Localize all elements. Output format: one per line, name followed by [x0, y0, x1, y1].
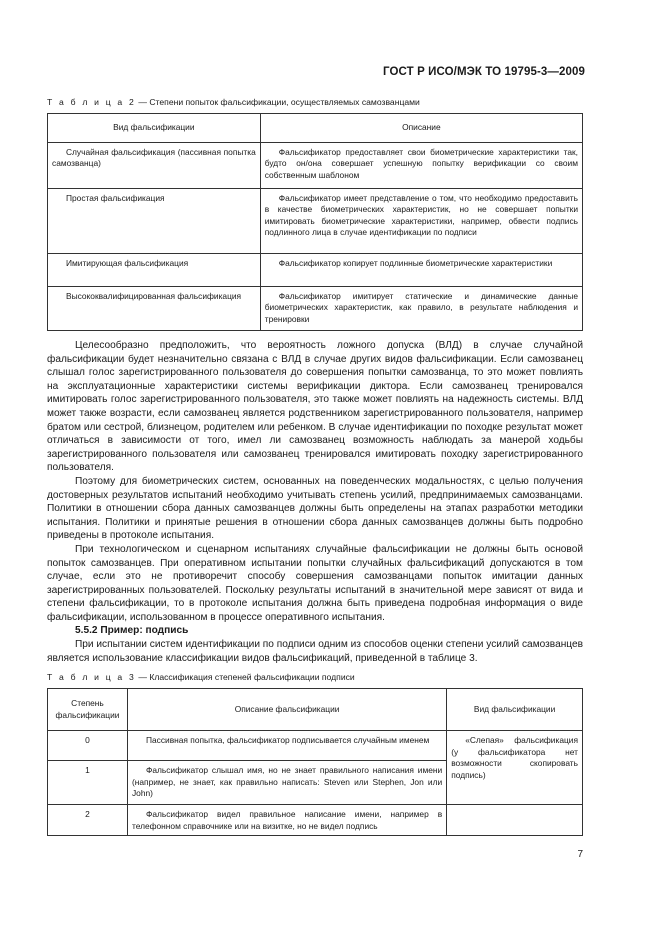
document-header: ГОСТ Р ИСО/МЭК ТО 19795-3—2009 — [383, 66, 585, 78]
page-number: 7 — [577, 849, 583, 860]
table3-cell-type-empty — [447, 805, 583, 836]
table2-cell-description: Фальсификатор предоставляет свои биометрические характеристики так, будто он/она совершает успешную попытку верификации со своим собственным шаблоном — [260, 142, 582, 188]
paragraph: При технологическом и сценарном испытаниях случайные фальсификации не должны быть основой попыток самозванцев. При оперативном испытании попытки случайных фальсификаций допускаются в том случае, если это не противоречит способу совершения самозванцами попыток имитации данных зарегистрированных пользователей. Поскольку результаты испытаний в значительной мере зависят от вида и степени фальсификации, то в протоколе испытания должна быть приведена подробная информация о виде фальсификации, использованном в процессе оперативного испытания. — [47, 543, 583, 623]
table3-header-description: Описание фальсификации — [127, 689, 446, 731]
table2-cell-type: Имитирующая фальсификация — [48, 253, 261, 286]
table2-header-type: Вид фальсификации — [48, 114, 261, 143]
table2-caption-label: Т а б л и ц а 2 — [47, 97, 136, 107]
table3-header-type: Вид фальсификации — [447, 689, 583, 731]
table3-caption-text: — Классификация степеней фальсификации подписи — [135, 672, 355, 682]
table3-cell-degree: 1 — [48, 761, 128, 805]
paragraph: Поэтому для биометрических систем, основанных на поведенческих модальностях, с целью получения достоверных результатов испытаний необходимо учитывать степень усилий, предпринимаемых самозванцами. Политики в отношении сбора данных самозванцев должны быть определены на этапах разработки методики испытания. Политики и принятые решения в отношении сбора данных самозванцев должны быть подробно приведены в протоколе испытания. — [47, 475, 583, 542]
table2-cell-description: Фальсификатор копирует подлинные биометрические характеристики — [260, 253, 582, 286]
table3-header-degree: Степень фальсификации — [48, 689, 128, 731]
table3-cell-degree: 0 — [48, 731, 128, 761]
table-row — [48, 188, 583, 253]
table3-cell-description: Фальсификатор слышал имя, но не знает правильного написания имени (например, не знает, как правильно написать: Steven или Stephen, Jon или John) — [127, 761, 446, 805]
table2-header-description: Описание — [260, 114, 582, 143]
table2-cell-type: Простая фальсификация — [48, 188, 261, 253]
table3-cell-type: «Слепая» фальсификация (у фальсификатора нет возможности скопировать подпись) — [447, 731, 583, 805]
section-heading: 5.5.2 Пример: подпись — [75, 625, 189, 637]
table2-caption — [47, 97, 420, 107]
table2-cell-description: Фальсификатор имитирует статические и динамические данные биометрических характеристик, как правило, в результате наблюдения и тренировки — [260, 286, 582, 330]
paragraph: При испытании систем идентификации по подписи одним из способов оценки степени усилий самозванцев является использование классификации видов фальсификаций, приведенной в таблице 3. — [47, 639, 583, 664]
table-row — [48, 142, 583, 188]
body-text — [47, 339, 583, 665]
table3-cell-degree: 2 — [48, 805, 128, 836]
table2-cell-type: Высококвалифицированная фальсификация — [48, 286, 261, 330]
table2 — [47, 113, 583, 331]
table2-cell-type: Случайная фальсификация (пассивная попытка самозванца) — [48, 142, 261, 188]
table3-caption-label: Т а б л и ц а 3 — [47, 672, 136, 682]
table2-caption-text: — Степени попыток фальсификации, осуществляемых самозванцами — [135, 97, 420, 107]
table2-cell-description: Фальсификатор имеет представление о том, что необходимо предоставить в качестве биометрических характеристик, но не совершает попытки имитировать биометрические характеристики, например, обвести подпись подлинного лица в случае идентификации по подписи — [260, 188, 582, 253]
paragraph: Целесообразно предположить, что вероятность ложного допуска (ВЛД) в случае случайной фальсификации будет незначительно связана с ВЛД в случае других видов фальсификации. Если самозванец слышал голос зарегистрированного пользователя до совершения попытки самозванца, то это может повлиять на эксплуатационные характеристики системы верификации диктора. Если самозванец тренировался имитировать голос зарегистрированного пользователя, это также может повлиять на надежность системы. ВЛД может также возрасти, если самозванец является родственником зарегистрированного пользователя, например братом или сестрой, близнецом, родителем или ребенком. В случае идентификации по походке результат может отличаться в зависимости от того, имел ли самозванец возможность наблюдать за манерой ходьбы зарегистрированного пользователя или самозванец тренировался имитировать походку зарегистрированного пользователя. — [47, 340, 583, 474]
table3-cell-description: Пассивная попытка, фальсификатор подписывается случайным именем — [127, 731, 446, 761]
table-row — [48, 286, 583, 330]
table-row — [48, 731, 583, 761]
table-row — [48, 805, 583, 836]
table-row — [48, 253, 583, 286]
table3-caption — [47, 672, 355, 682]
table3 — [47, 688, 583, 836]
table3-cell-description: Фальсификатор видел правильное написание имени, например в телефонном справочнике или на визитке, но не видел подпись — [127, 805, 446, 836]
